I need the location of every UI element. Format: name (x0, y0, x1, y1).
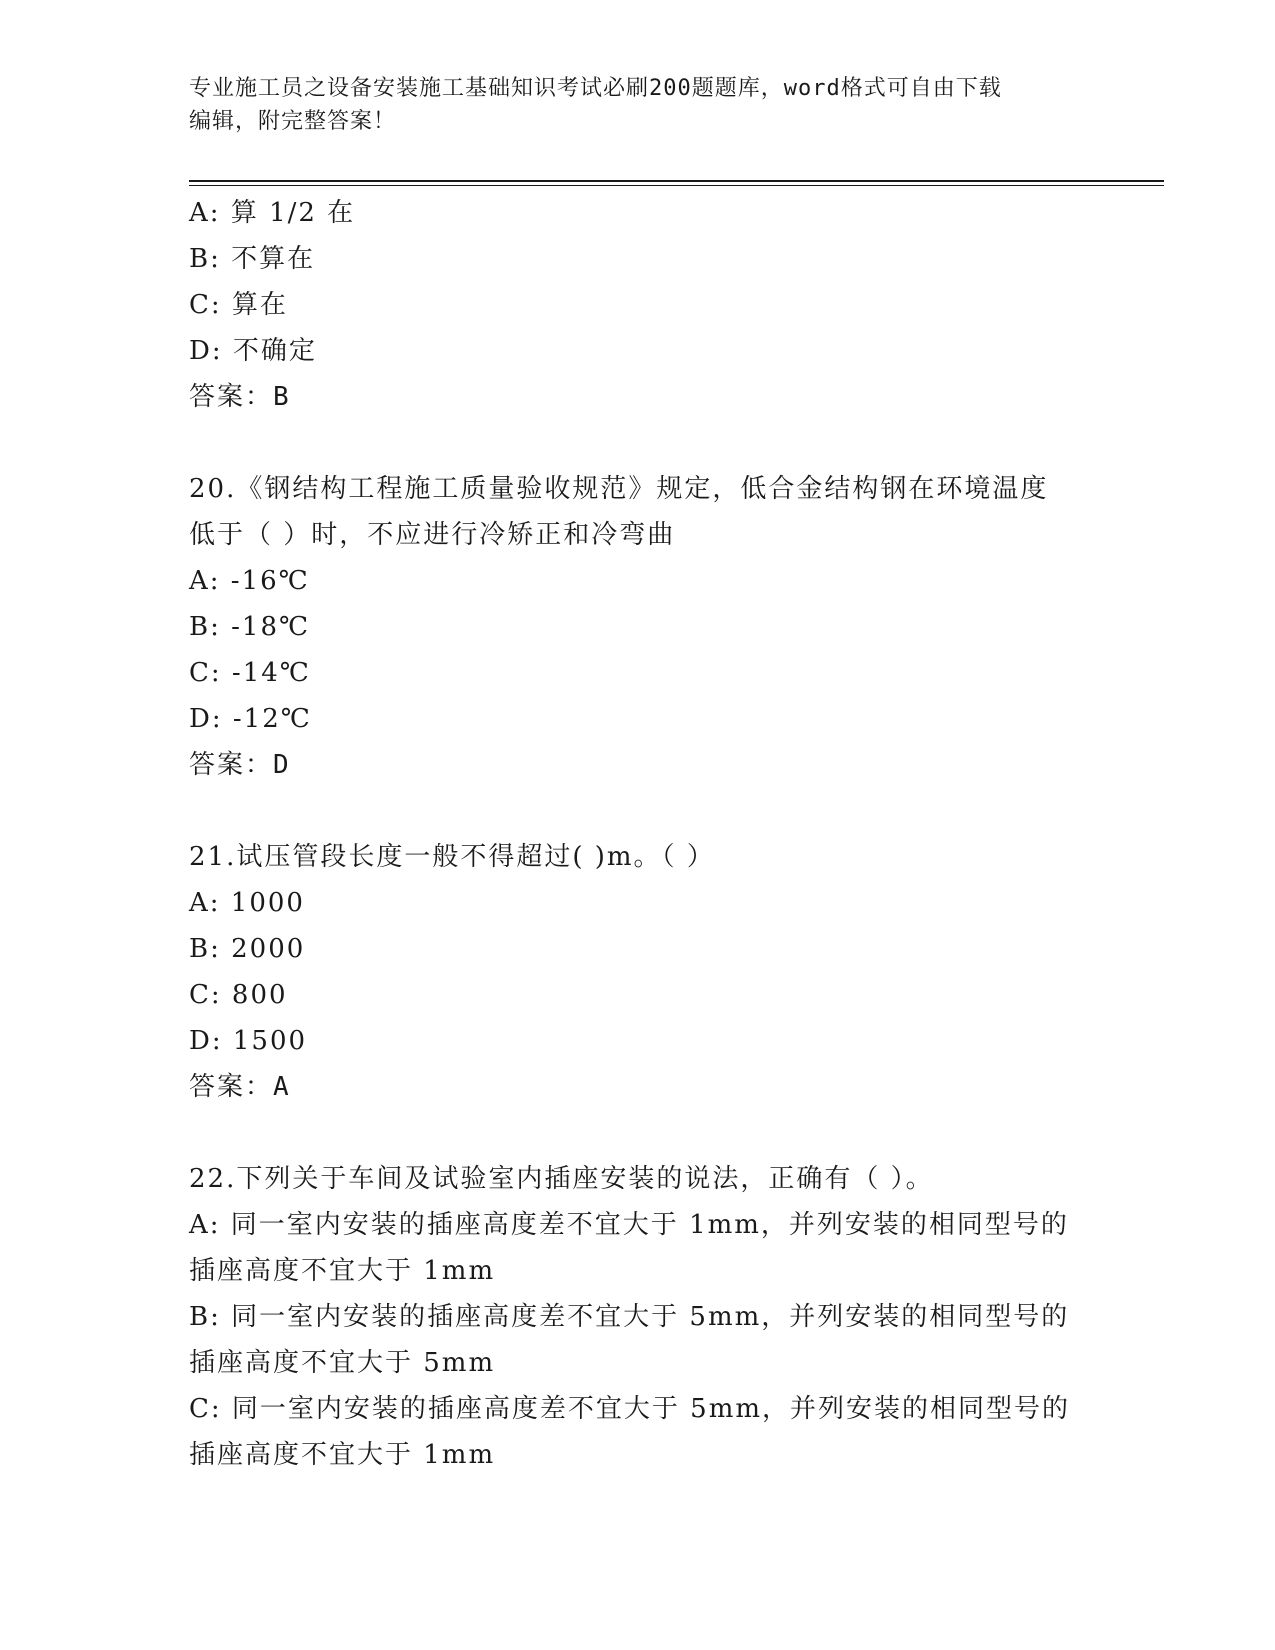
header-rule-thick (189, 180, 1164, 182)
option-b: B: 不算在 (189, 244, 316, 274)
question-text-line2: 低于（ ）时，不应进行冷矫正和冷弯曲 (189, 520, 676, 550)
option-d: D: -12℃ (189, 704, 312, 734)
option-a: A: 算 1/2 在 (189, 198, 356, 228)
option-d: D: 不确定 (189, 336, 317, 366)
answer-label: 答案： (189, 1072, 274, 1102)
option-b-line2: 插座高度不宜大于 5mm (189, 1348, 496, 1378)
option-c: C: 算在 (189, 290, 288, 320)
option-a-line2: 插座高度不宜大于 1mm (189, 1256, 496, 1286)
option-a-line1: A: 同一室内安装的插座高度差不宜大于 1mm，并列安装的相同型号的 (189, 1210, 1069, 1240)
answer-value: D (273, 750, 291, 780)
option-c-line1: C: 同一室内安装的插座高度差不宜大于 5mm，并列安装的相同型号的 (189, 1394, 1071, 1424)
answer-line (189, 1064, 1089, 1110)
header-title-line1: 专业施工员之设备安装施工基础知识考试必刷200题题库，word格式可自由下载 (189, 76, 1002, 101)
question-20 (189, 466, 1089, 788)
option-b-line1: B: 同一室内安装的插座高度差不宜大于 5mm，并列安装的相同型号的 (189, 1302, 1070, 1332)
question-text: 21.试压管段长度一般不得超过( )m。（ ） (189, 842, 715, 872)
document-header (189, 72, 1089, 138)
option-c: C: -14℃ (189, 658, 311, 688)
answer-line (189, 742, 1089, 788)
option-d: D: 1500 (189, 1026, 308, 1056)
question-19 (189, 190, 1089, 420)
answer-value: A (273, 1072, 291, 1102)
header-title-line2: 编辑，附完整答案！ (189, 109, 397, 134)
answer-label: 答案： (189, 750, 274, 780)
question-list (189, 190, 1089, 1478)
option-c: C: 800 (189, 980, 288, 1010)
header-rule-thin (189, 185, 1164, 186)
answer-label: 答案： (189, 382, 274, 412)
option-b: B: -18℃ (189, 612, 311, 642)
question-text: 22.下列关于车间及试验室内插座安装的说法，正确有（ ）。 (189, 1164, 934, 1194)
option-a: A: -16℃ (189, 566, 310, 596)
answer-value: B (273, 382, 291, 412)
option-c-line2: 插座高度不宜大于 1mm (189, 1440, 496, 1470)
option-a: A: 1000 (189, 888, 305, 918)
question-text-line1: 20.《钢结构工程施工质量验收规范》规定，低合金结构钢在环境温度 (189, 474, 1049, 504)
question-21 (189, 834, 1089, 1110)
question-22 (189, 1156, 1089, 1478)
answer-line (189, 374, 1089, 420)
option-b: B: 2000 (189, 934, 306, 964)
